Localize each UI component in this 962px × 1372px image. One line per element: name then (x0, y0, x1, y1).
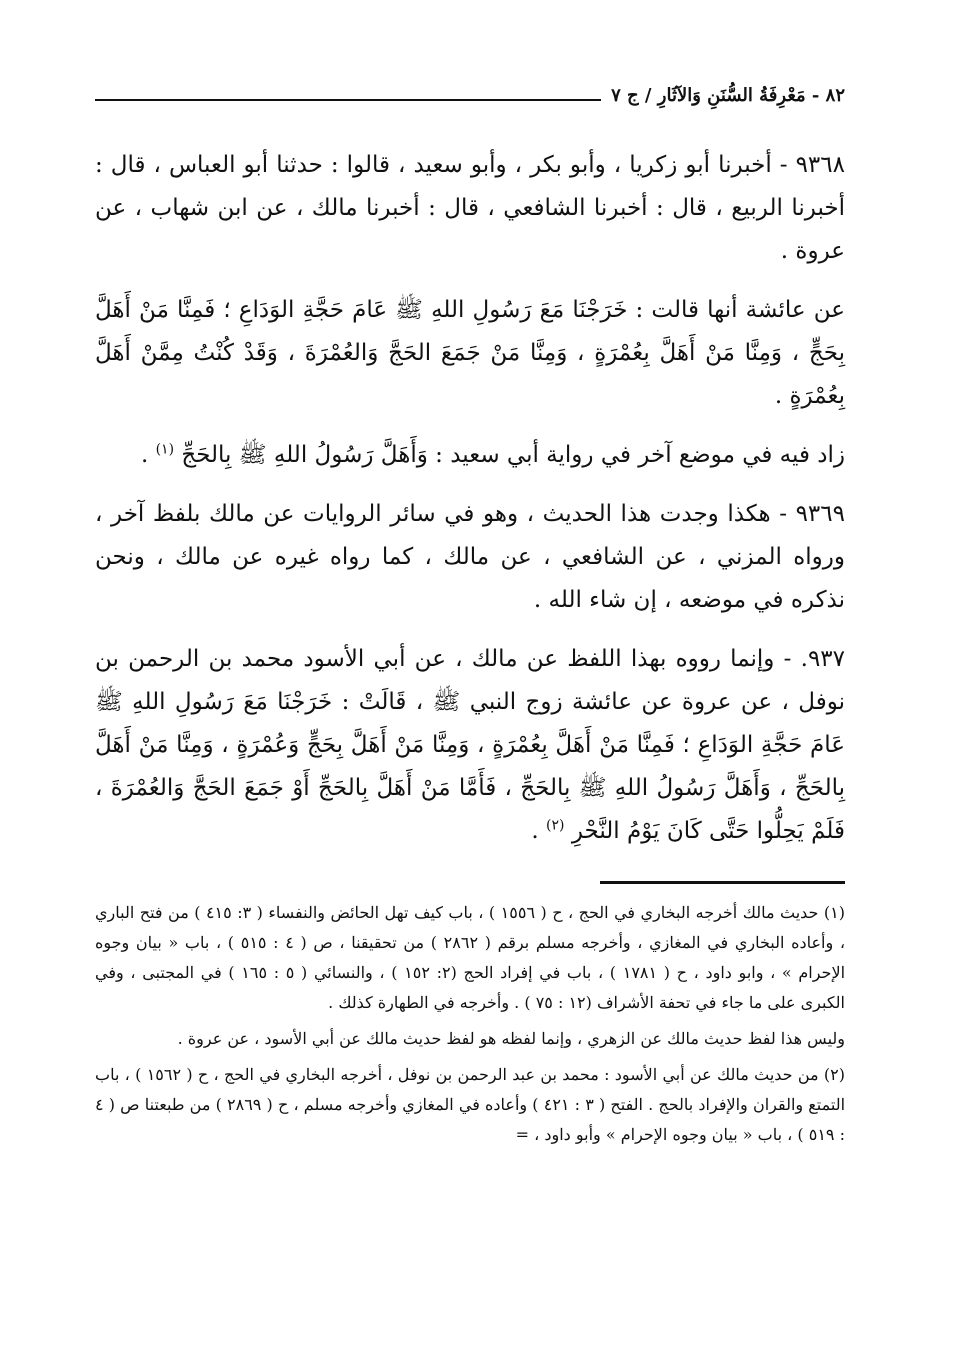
hadith-9370-period: . (531, 818, 547, 844)
footnotes (95, 898, 845, 1150)
footnote-2: (٢) من حديث مالك عن أبي الأسود : محمد بن عبد الرحمن بن نوفل ، أخرجه البخاري في الحج ، ح ( ١٥٦٢ ) ، باب التمتع والقران والإفراد بالحج . الفتح ( ٣ : ٤٢١ ) وأعاده في المغازي وأخرجه مسلم ، ح ( ٢٨٦٩ ) من طبعتنا ص ( ٤ : ٥١٩ ) ، باب « بيان وجوه الإحرام » وأبو داود ، = (95, 1065, 846, 1144)
header-title: ٨٢ - مَعْرِفَةُ السُّنَنِ وَالآثَارِ / ج ٧ (611, 84, 845, 106)
hadith-9370-text: ٩٣٧. - وإنما رووه بهذا اللفظ عن مالك ، عن أبي الأسود محمد بن الرحمن بن نوفل ، عن عروة عن عائشة زوج النبي ﷺ ، قَالَتْ : خَرَجْنَا مَعَ رَسُولِ اللهِ ﷺ عَامَ حَجَّةِ الوَدَاعِ ؛ فَمِنَّا مَنْ أَهَلَّ بِعُمْرَةٍ ، وَمِنَّا مَنْ أَهَلَّ بِحَجٍّ وَعُمْرَةٍ ، وَمِنَّا مَنْ أَهَلَّ بِالحَجِّ ، وَأَهَلَّ رَسُولُ اللهِ ﷺ بِالحَجِّ ، فَأَمَّا مَنْ أَهَلَّ بِالحَجِّ أَوْ جَمَعَ الحَجَّ وَالعُمْرَةَ ، فَلَمْ يَحِلُّوا حَتَّى كَانَ يَوْمُ النَّحْرِ (95, 646, 845, 844)
addition-period: . (140, 442, 156, 468)
main-text (95, 144, 845, 853)
footnote-ref-1: (١) (155, 441, 175, 458)
addition-text: زاد فيه في موضع آخر في رواية أبي سعيد : وَأَهَلَّ رَسُولُ اللهِ ﷺ بِالحَجِّ (181, 442, 845, 468)
footnote-ref-2: (٢) (546, 817, 565, 834)
hadith-9368-addition (95, 434, 845, 477)
hadith-9370 (95, 638, 845, 853)
hadith-9368-matn: عن عائشة أنها قالت : خَرَجْنَا مَعَ رَسُولِ اللهِ ﷺ عَامَ حَجَّةِ الوَدَاعِ ؛ فَمِنَّا مَنْ أَهَلَّ بِحَجٍّ ، وَمِنَّا مَنْ أَهَلَّ بِعُمْرَةٍ ، وَمِنَّا مَنْ جَمَعَ الحَجَّ وَالعُمْرَةَ ، وَقَدْ كُنْتُ مِمَّنْ أَهَلَّ بِعُمْرَةٍ . (95, 297, 845, 409)
running-header (95, 78, 845, 112)
header-rule (95, 99, 601, 101)
hadith-9369: ٩٣٦٩ - هكذا وجدت هذا الحديث ، وهو في سائر الروايات عن مالك بلفظ آخر ، ورواه المزني ، عن الشافعي ، عن مالك ، كما رواه غيره عن مالك ، ونحن نذكره في موضعه ، إن شاء الله . (95, 501, 845, 613)
footnote-1-note: وليس هذا لفظ حديث مالك عن الزهري ، وإنما لفظه هو لفظ حديث مالك عن أبي الأسود ، عن عروة . (177, 1029, 845, 1048)
hadith-9368: ٩٣٦٨ - أخبرنا أبو زكريا ، وأبو بكر ، وأبو سعيد ، قالوا : حدثنا أبو العباس ، قال : أخبرنا الربيع ، قال : أخبرنا الشافعي ، قال : أخبرنا مالك ، عن ابن شهاب ، عن عروة . (95, 152, 845, 264)
footnote-separator (600, 881, 845, 884)
footnote-1: (١) حديث مالك أخرجه البخاري في الحج ، ح ( ١٥٥٦ ) ، باب كيف تهل الحائض والنفساء ( ٣: ٤١٥ ) من فتح الباري ، وأعاده البخاري في المغازي ، وأخرجه مسلم برقم ( ٢٨٦٢ ) من تحقيقنا ، ص ( ٤ : ٥١٥ ) ، باب « بيان وجوه الإحرام » ، وابو داود ، ح ( ١٧٨١ ) ، باب في إفراد الحج (٢: ١٥٢ ) ، والنسائي ( ٥ : ١٦٥ ) في المجتبى ، وفي الكبرى على ما جاء في تحفة الأشراف (١٢ : ٧٥ ) . وأخرجه في الطهارة كذلك . (95, 903, 846, 1012)
page (95, 78, 845, 1156)
